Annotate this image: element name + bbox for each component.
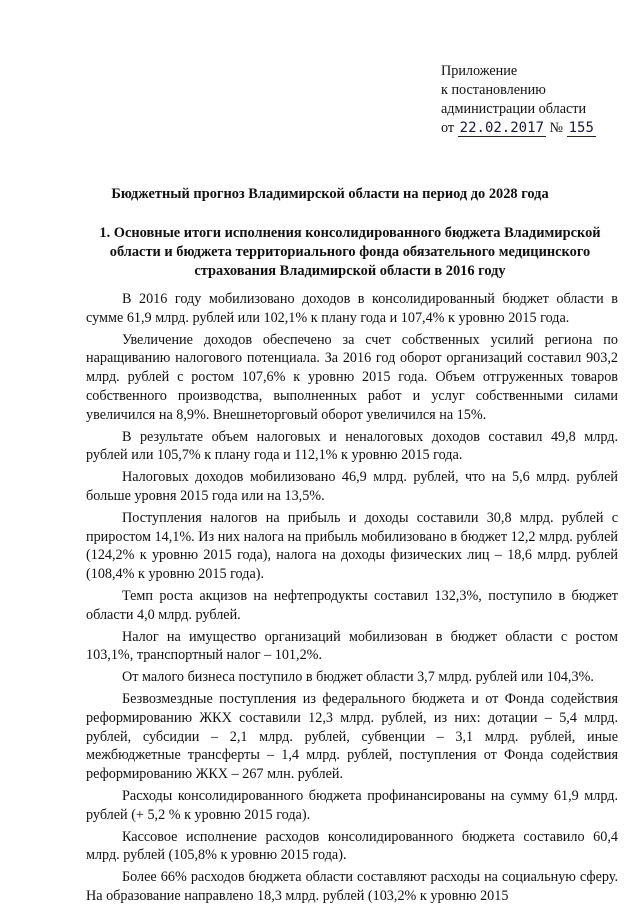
paragraph: Темп роста акцизов на нефтепродукты составил 132,3%, поступило в бюджет области 4,0 млрд. рублей. xyxy=(86,587,618,623)
number-sign: № xyxy=(549,120,564,136)
body-text xyxy=(86,290,618,909)
paragraph: Поступления налогов на прибыль и доходы составили 30,8 млрд. рублей с приростом 14,1%. Из них налога на прибыль мобилизовано в бюджет 12,2 млрд. рублей (124,2% к уровню 2015 года), налога на доходы физических лиц – 18,6 млрд. рублей (108,4% к уровню 2015 года). xyxy=(86,509,618,583)
section-title: 1. Основные итоги исполнения консолидированного бюджета Владимирской области и бюджета территориального фонда обязательного медицинского страхования Владимирской области в 2016 году xyxy=(99,225,601,279)
appendix-date-line xyxy=(441,119,631,138)
paragraph: Безвозмездные поступления из федерального бюджета и от Фонда содействия реформированию ЖКХ составили 12,3 млрд. рублей, из них: дотации – 5,4 млрд. рублей, субсидии – 2,1 млрд. рублей, субвенции – 3,1 млрд. рублей, иные межбюджетные трансферты – 1,4 млрд. рублей, поступления от Фонда содействия реформированию ЖКХ – 267 млн. рублей. xyxy=(86,690,618,783)
paragraph: Налоговых доходов мобилизовано 46,9 млрд. рублей, что на 5,6 млрд. рублей больше уровня 2015 года или на 13,5%. xyxy=(86,469,618,504)
paragraph: Более 66% расходов бюджета области составляют расходы на социальную сферу. На образование направлено 18,3 млрд. рублей (103,2% к уровню 2015 xyxy=(86,869,618,904)
paragraph: Кассовое исполнение расходов консолидированного бюджета составило 60,4 млрд. рублей (105,8% к уровню 2015 года). xyxy=(86,828,618,864)
handwritten-number: 155 xyxy=(568,120,594,136)
handwritten-date: 22.02.2017 xyxy=(459,120,544,136)
paragraph: От малого бизнеса поступило в бюджет области 3,7 млрд. рублей или 104,3%. xyxy=(122,669,594,686)
paragraph: В 2016 году мобилизовано доходов в консолидированный бюджет области в сумме 61,9 млрд. рублей или 102,1% к плану года и 107,4% к уровню 2015 года. xyxy=(86,291,618,326)
appendix-line-2: к постановлению xyxy=(441,82,546,98)
date-prefix: от xyxy=(441,120,455,136)
paragraph: Увеличение доходов обеспечено за счет собственных усилий региона по наращиванию налогового потенциала. За 2016 год оборот организаций составил 903,2 млрд. рублей с ростом 107,6% к уровню 2015 года. Объем отгруженных товаров собственного производства, выполненных работ и услуг собственными силами увеличился на 8,9%. Внешнеторговый оборот увеличился на 15%. xyxy=(86,331,618,423)
paragraph: В результате объем налоговых и неналоговых доходов составил 49,8 млрд. рублей или 105,7% к плану года и 112,1% к уровню 2015 года. xyxy=(86,428,618,464)
appendix-block xyxy=(441,62,631,138)
appendix-line-3: администрации области xyxy=(441,101,587,117)
document-title: Бюджетный прогноз Владимирской области на период до 2028 года xyxy=(111,186,549,202)
paragraph: Расходы консолидированного бюджета профинансированы на сумму 61,9 млрд. рублей (+ 5,2 % к уровню 2015 года). xyxy=(86,787,618,823)
appendix-line-1: Приложение xyxy=(441,63,518,79)
paragraph: Налог на имущество организаций мобилизован в бюджет области с ростом 103,1%, транспортный налог – 101,2%. xyxy=(86,628,618,664)
